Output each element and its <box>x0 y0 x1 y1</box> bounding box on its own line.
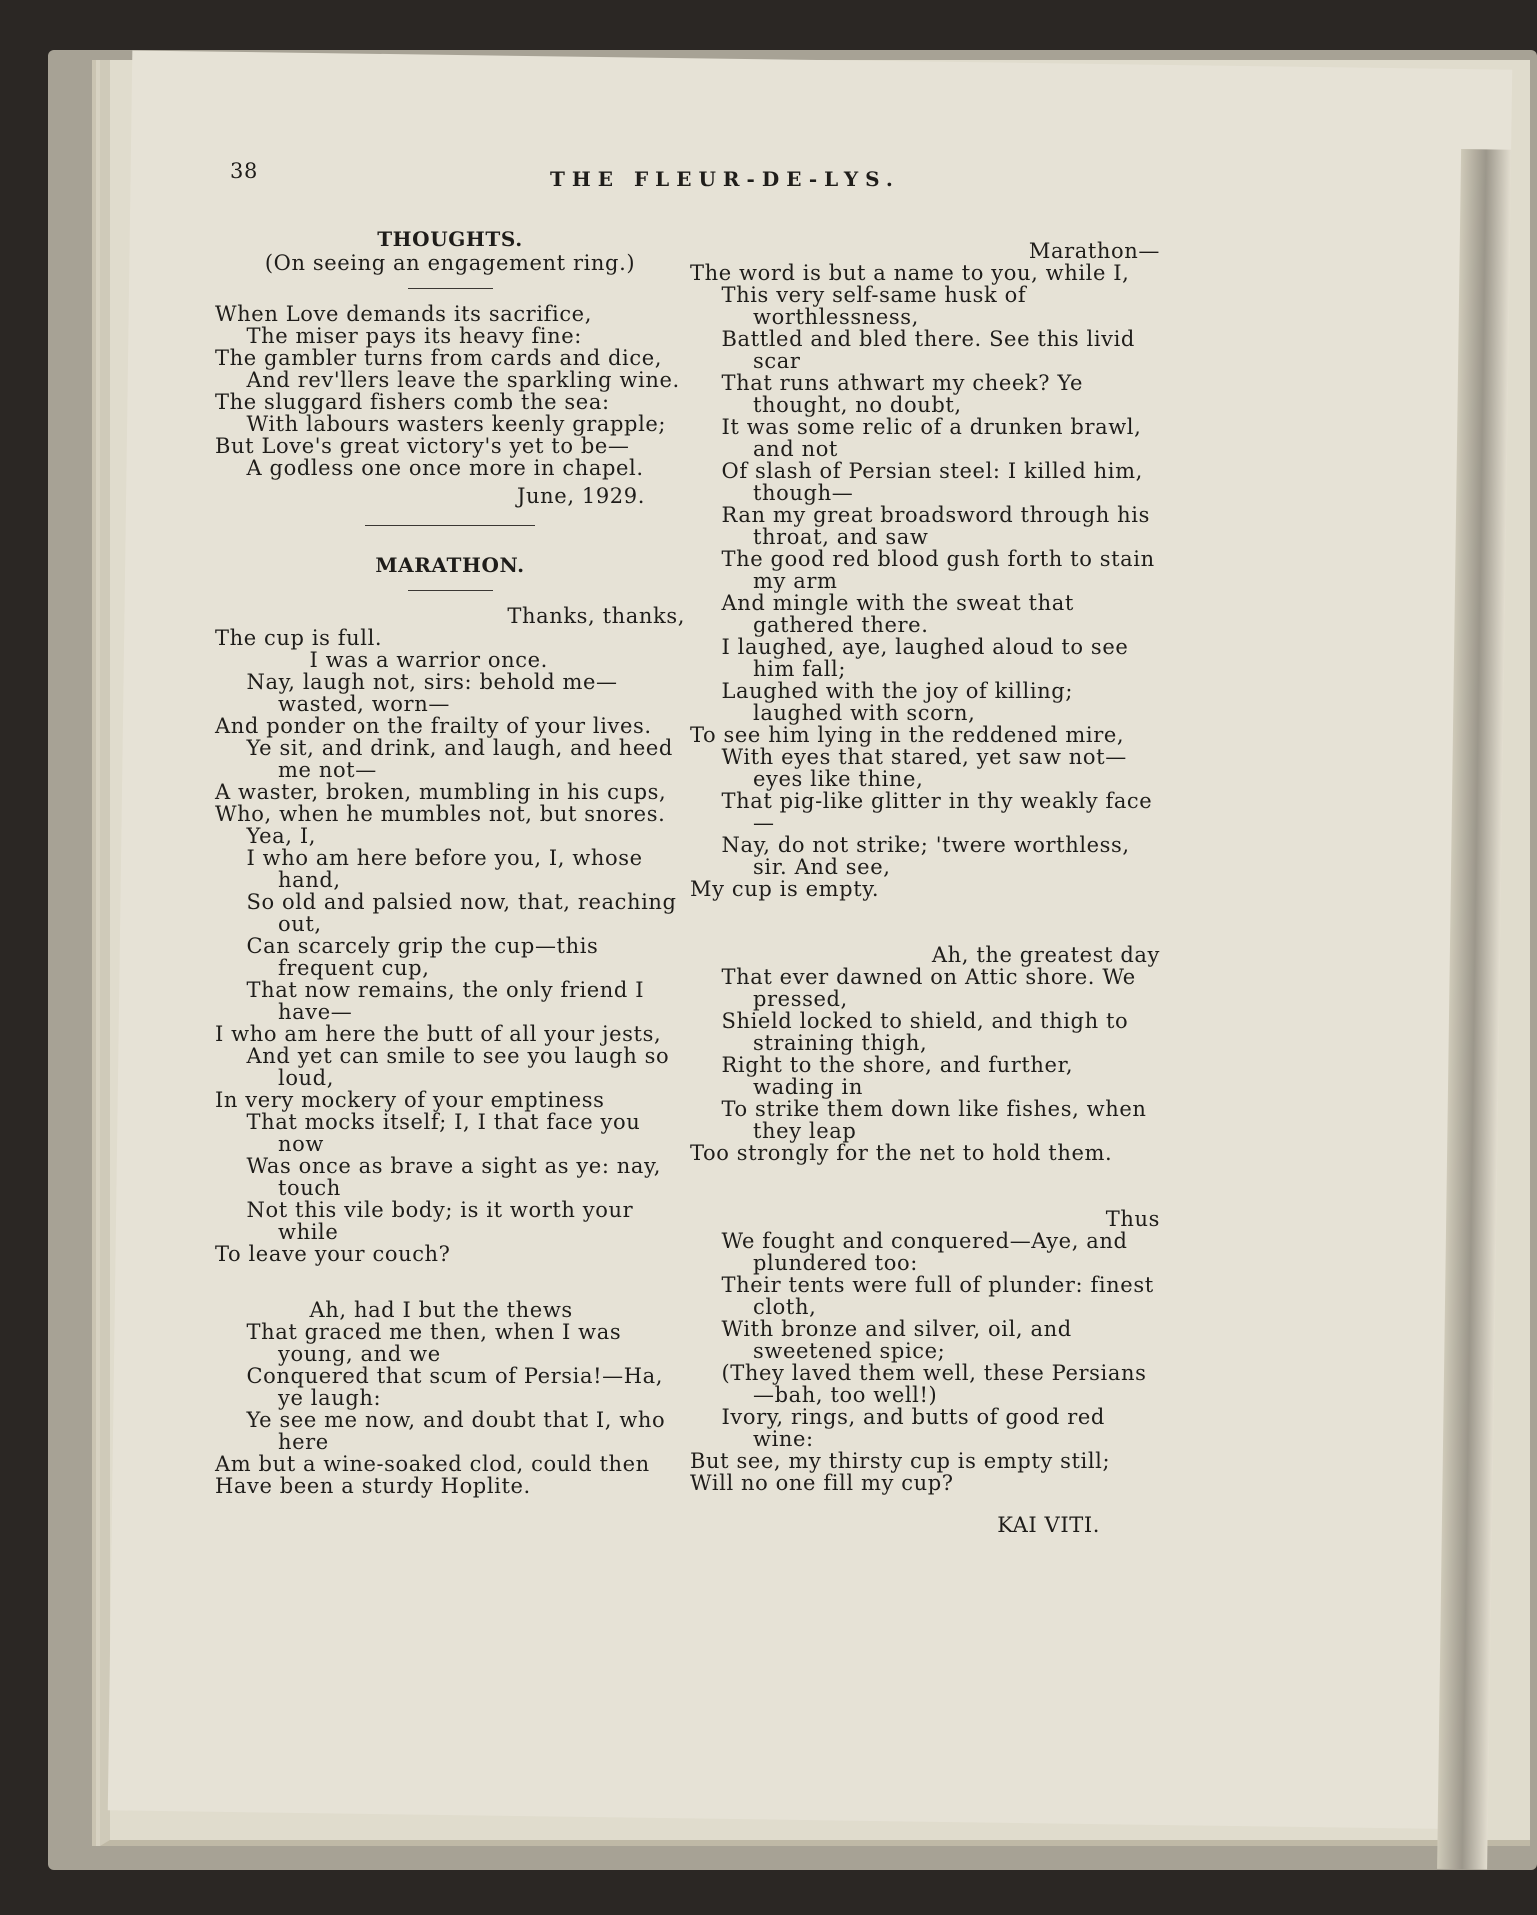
poem-line: Nay, laugh not, sirs: behold me—wasted, worn— <box>246 670 618 716</box>
poem-line: Thanks, thanks, <box>507 604 685 628</box>
poem-line: Conquered that scum of Persia!—Ha, ye laugh: <box>246 1364 664 1410</box>
poem-line: Ye see me now, and doubt that I, who here <box>246 1408 666 1454</box>
poem-line: That runs athwart my cheek? Ye thought, no doubt, <box>721 371 1084 417</box>
divider <box>408 590 493 591</box>
poem-line: The good red blood gush forth to stain my arm <box>721 547 1155 593</box>
poem-line: That pig-like glitter in thy weakly face— <box>721 789 1153 835</box>
poem-line: The word is but a name to you, while I, <box>690 261 1130 285</box>
poem-line: I laughed, aye, laughed aloud to see him fall; <box>721 635 1129 681</box>
poem-line: A godless one once more in chapel. <box>246 456 644 480</box>
poem-line: Was once as brave a sight as ye: nay, touch <box>246 1154 661 1200</box>
poem-line: That now remains, the only friend I have— <box>246 978 645 1024</box>
poem-line: It was some relic of a drunken brawl, and not <box>721 415 1142 461</box>
poem-line: Ivory, rings, and butts of good red wine: <box>721 1405 1105 1451</box>
poem-line: Ah, had I but the thews <box>309 1298 573 1322</box>
poem-line: With bronze and silver, oil, and sweetened spice; <box>721 1317 1072 1363</box>
poem-line: That graced me then, when I was young, and we <box>246 1320 622 1366</box>
poem-line: But see, my thirsty cup is empty still; <box>690 1449 1111 1473</box>
page-number: 38 <box>230 159 258 183</box>
left-column <box>215 220 685 1497</box>
poem-line: Ran my great broadsword through his throat, and saw <box>721 503 1150 549</box>
poem-line: So old and palsied now, that, reaching out, <box>246 890 677 936</box>
poem-line: My cup is empty. <box>690 877 880 901</box>
poem-line: Nay, do not strike; 'twere worthless, sir. And see, <box>721 833 1130 879</box>
poem-line: The miser pays its heavy fine: <box>246 324 582 348</box>
poem-line: The cup is full. <box>215 626 383 650</box>
poem-line: Laughed with the joy of killing; laughed with scorn, <box>721 679 1074 725</box>
poem-line: In very mockery of your emptiness <box>215 1088 605 1112</box>
stanza-gap <box>215 1265 685 1299</box>
stanza-gap <box>690 1164 1160 1208</box>
poem-line: Will no one fill my cup? <box>690 1471 954 1495</box>
thoughts-title: THOUGHTS. <box>377 227 523 251</box>
poem-line: Can scarcely grip the cup—this frequent cup, <box>246 934 599 980</box>
poem-line: Have been a sturdy Hoplite. <box>215 1474 531 1498</box>
poem-line: That mocks itself; I, I that face you now <box>246 1110 641 1156</box>
poem-line: When Love demands its sacrifice, <box>215 302 592 326</box>
poem-line: But Love's great victory's yet to be— <box>215 434 630 458</box>
divider <box>408 288 493 289</box>
author-signature: KAI VITI. <box>997 1513 1100 1537</box>
thoughts-subtitle: (On seeing an engagement ring.) <box>264 251 636 275</box>
poem-line: Marathon— <box>1028 239 1160 263</box>
marathon-title: MARATHON. <box>375 553 525 577</box>
stanza-gap <box>690 900 1160 944</box>
poem-line: This very self-same husk of worthlessness, <box>721 283 1027 329</box>
poem-line: Battled and bled there. See this livid scar <box>721 327 1135 373</box>
section-divider <box>365 525 535 526</box>
poem-line: I was a warrior once. <box>309 648 548 672</box>
poem-line: Ye sit, and drink, and laugh, and heed me not— <box>246 736 673 782</box>
poem-line: With labours wasters keenly grapple; <box>246 412 667 436</box>
poem-line: Shield locked to shield, and thigh to straining thigh, <box>721 1009 1129 1055</box>
right-column <box>690 240 1160 1536</box>
poem-line: To leave your couch? <box>215 1242 451 1266</box>
poem-line: The sluggard fishers comb the sea: <box>215 390 610 414</box>
poem-line: Am but a wine-soaked clod, could then <box>215 1452 650 1476</box>
poem-line: With eyes that stared, yet saw not—eyes like thine, <box>721 745 1127 791</box>
poem-line: Too strongly for the net to hold them. <box>690 1141 1113 1165</box>
poem-line: And ponder on the frailty of your lives. <box>215 714 652 738</box>
poem-line: Right to the shore, and further, wading in <box>721 1053 1074 1099</box>
thoughts-date: June, 1929. <box>517 484 645 508</box>
poem-line: And yet can smile to see you laugh so loud, <box>246 1044 670 1090</box>
poem-line: The gambler turns from cards and dice, <box>215 346 663 370</box>
poem-line: Thus <box>1105 1207 1160 1231</box>
poem-line: Not this vile body; is it worth your while <box>246 1198 634 1244</box>
poem-line: I who am here the butt of all your jests, <box>215 1022 662 1046</box>
poem-line: (They laved them well, these Persians—bah, too well!) <box>721 1361 1147 1407</box>
poem-line: Yea, I, <box>246 824 317 848</box>
poem-line: Of slash of Persian steel: I killed him, though— <box>721 459 1143 505</box>
poem-line: That ever dawned on Attic shore. We pressed, <box>721 965 1136 1011</box>
poem-line: We fought and conquered—Aye, and plundered too: <box>721 1229 1128 1275</box>
poem-line: Their tents were full of plunder: finest cloth, <box>721 1273 1154 1319</box>
poem-line: A waster, broken, mumbling in his cups, <box>215 780 667 804</box>
poem-line: I who am here before you, I, whose hand, <box>246 846 643 892</box>
poem-line: To strike them down like fishes, when they leap <box>721 1097 1147 1143</box>
poem-line: Ah, the greatest day <box>931 943 1160 967</box>
running-head: THE FLEUR-DE-LYS. <box>550 167 900 191</box>
poem-line: Who, when he mumbles not, but snores. <box>215 802 666 826</box>
poem-line: To see him lying in the reddened mire, <box>690 723 1125 747</box>
poem-line: And mingle with the sweat that gathered there. <box>721 591 1074 637</box>
poem-line: And rev'llers leave the sparkling wine. <box>246 368 680 392</box>
